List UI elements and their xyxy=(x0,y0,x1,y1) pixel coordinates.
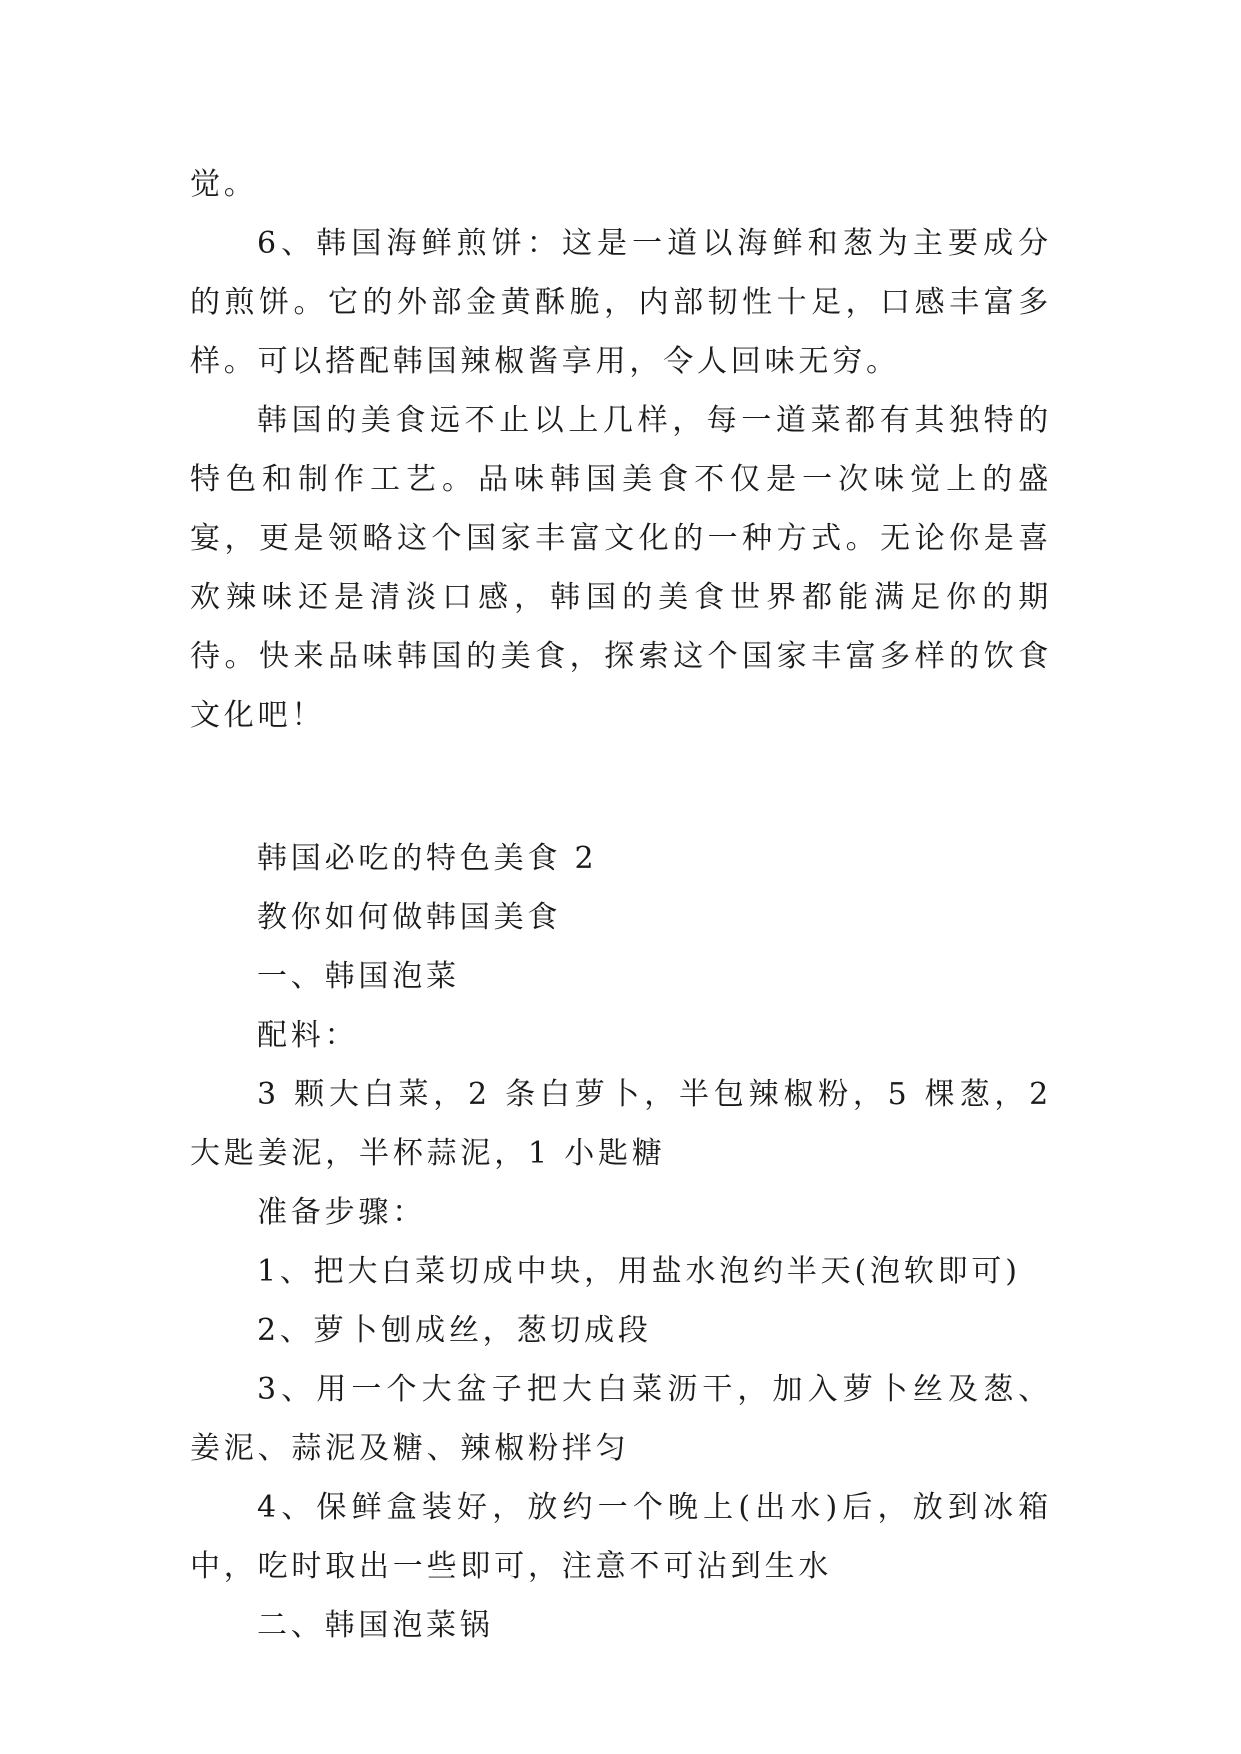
steps-label: 准备步骤： xyxy=(257,1195,426,1230)
item-6-paragraph: 6、韩国海鲜煎饼：这是一道以海鲜和葱为主要成分的煎饼。它的外部金黄酥脆，内部韧性十足，口感丰富多样。可以搭配韩国辣椒酱享用，令人回味无穷。 xyxy=(190,226,1052,379)
document-page xyxy=(190,155,1052,1655)
dish-1-heading: 一、韩国泡菜 xyxy=(257,959,460,994)
step-1: 1、把大白菜切成中块，用盐水泡约半天(泡软即可) xyxy=(257,1254,1021,1289)
dish-2-heading: 二、韩国泡菜锅 xyxy=(257,1608,494,1643)
step-3: 3、用一个大盆子把大白菜沥干，加入萝卜丝及葱、姜泥、蒜泥及糖、辣椒粉拌匀 xyxy=(190,1372,1052,1466)
continuation-text: 觉。 xyxy=(190,167,258,202)
ingredients-list: 3 颗大白菜，2 条白萝卜，半包辣椒粉，5 棵葱，2 大匙姜泥，半杯蒜泥，1 小匙糖 xyxy=(190,1077,1052,1171)
section-subtitle: 教你如何做韩国美食 xyxy=(257,900,562,935)
section-title: 韩国必吃的特色美食 2 xyxy=(257,841,598,876)
section-gap xyxy=(190,745,1052,829)
step-2: 2、萝卜刨成丝，葱切成段 xyxy=(257,1313,652,1348)
conclusion-paragraph: 韩国的美食远不止以上几样，每一道菜都有其独特的特色和制作工艺。品味韩国美食不仅是一次味觉上的盛宴，更是领略这个国家丰富文化的一种方式。无论你是喜欢辣味还是清淡口感，韩国的美食世界都能满足你的期待。快来品味韩国的美食，探索这个国家丰富多样的饮食文化吧！ xyxy=(190,403,1052,733)
step-4: 4、保鲜盒装好，放约一个晚上(出水)后，放到冰箱中，吃时取出一些即可，注意不可沾到生水 xyxy=(190,1490,1052,1584)
ingredients-label: 配料： xyxy=(257,1018,359,1053)
